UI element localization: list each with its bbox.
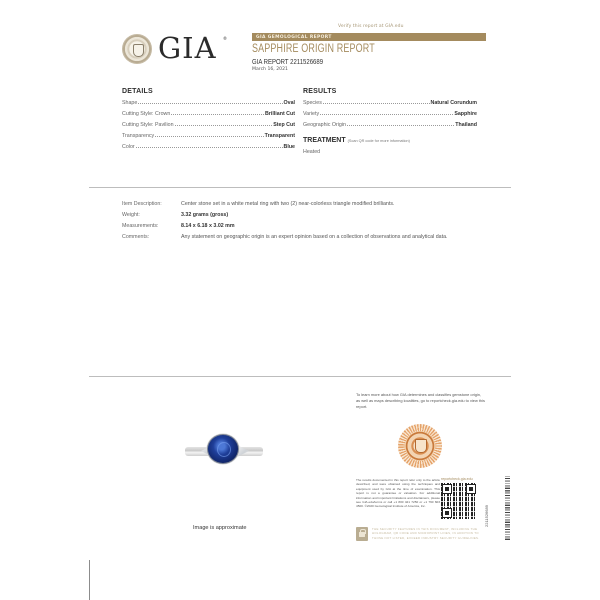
band-label: GIA GEMOLOGICAL REPORT <box>256 34 332 40</box>
row-value: Oval <box>283 100 295 106</box>
details-heading: DETAILS <box>122 88 153 95</box>
gia-logo: GIA <box>158 31 217 65</box>
security-text: THE SECURITY FEATURES IN THIS DOCUMENT, INCLUDING THE HOLOGRAM, QR CODE AND MICROPRINT LINES, IN ADDITION TO THOSE NOT LISTED, EXCEED INDUSTRY SECURITY GUIDELINES. <box>372 527 480 540</box>
item-description-value: Center stone set in a white metal ring with two (2) near-colorless triangle modified brilliants. <box>181 201 395 207</box>
leader-dots <box>347 125 454 126</box>
treatment-title: TREATMENT <box>303 137 346 144</box>
details-row-crown <box>122 108 295 117</box>
comments-value: Any statement on geographic origin is an expert opinion based on a collection of observations and analytical data. <box>181 234 448 240</box>
barcode-number: 2211526689 <box>484 505 489 527</box>
row-value: Natural Corundum <box>430 100 477 106</box>
image-caption: Image is approximate <box>193 525 247 531</box>
details-row-transparency <box>122 130 295 139</box>
row-value: Thailand <box>455 122 477 128</box>
barcode <box>505 476 510 540</box>
row-value: Transparent <box>264 133 295 139</box>
row-label: Cutting Style: Pavilion <box>122 122 174 128</box>
learn-more-text: To learn more about how GIA determines and classifies gemstone origin, as well as maps describing localities, go to reportcheck.gia.edu to view this report. <box>356 392 485 409</box>
gia-seal-icon <box>122 34 152 64</box>
row-label: Species <box>303 100 322 106</box>
treatment-heading <box>303 137 410 144</box>
row-value: Brilliant Cut <box>264 111 295 117</box>
leader-dots <box>155 136 263 137</box>
margin-rule <box>89 560 90 600</box>
weight-value: 3.32 grams (gross) <box>181 212 229 218</box>
report-date: March 16, 2021 <box>252 67 288 72</box>
sapphire-image <box>207 434 239 464</box>
qr-finder-icon <box>466 484 476 494</box>
results-row-species <box>303 97 477 106</box>
row-label: Shape <box>122 100 138 106</box>
row-value: Blue <box>283 144 295 150</box>
qr-code[interactable] <box>441 483 477 519</box>
leader-dots <box>171 114 264 115</box>
treatment-value: Heated <box>303 149 321 155</box>
results-heading: RESULTS <box>303 88 337 95</box>
details-row-pavilion <box>122 119 295 128</box>
report-number: GIA REPORT 2211526689 <box>252 57 324 66</box>
comments-label: Comments: <box>122 234 150 240</box>
measurements-label: Measurements: <box>122 223 159 229</box>
qr-finder-icon <box>442 484 452 494</box>
row-label: Color <box>122 144 135 150</box>
row-label: Variety <box>303 111 320 117</box>
row-label: Geographic Origin <box>303 122 346 128</box>
item-description-label: Item Description: <box>122 201 162 207</box>
report-title: SAPPHIRE ORIGIN REPORT <box>252 43 375 55</box>
leader-dots <box>323 103 430 104</box>
leader-dots <box>175 125 273 126</box>
leader-dots <box>138 103 282 104</box>
row-value: Step Cut <box>273 122 295 128</box>
hologram-emblem-icon <box>398 424 442 468</box>
reportcheck-link[interactable]: reportcheck.gia.edu <box>441 477 473 481</box>
results-row-variety <box>303 108 477 117</box>
treatment-note: (Scan QR code for more information) <box>347 139 410 143</box>
disclaimer-text: The results documented in this report refer only to the article described, and were obtained using the techniques and equipment used by GIA at the time of examination. This report is not a guarantee or valuation. For additional information and important limitations and disclaimers, please see GIA.edu/terms or call +1 800 421 7250 or +1 760 603 4500. ©2020 Gemological Institute of America, Inc. <box>356 478 440 509</box>
results-row-origin <box>303 119 477 128</box>
row-label: Transparency <box>122 133 155 139</box>
section-divider <box>89 376 511 377</box>
qr-finder-icon <box>442 508 452 518</box>
verify-link[interactable]: Verify this report at GIA.edu <box>338 24 404 29</box>
row-value: Sapphire <box>454 111 477 117</box>
measurements-value: 8.14 x 6.18 x 3.02 mm <box>181 223 235 229</box>
section-divider <box>89 187 511 188</box>
weight-label: Weight: <box>122 212 140 218</box>
registered-mark: ® <box>223 36 227 41</box>
details-row-color <box>122 141 295 150</box>
leader-dots <box>136 147 283 148</box>
row-label: Cutting Style: Crown <box>122 111 171 117</box>
details-row-shape <box>122 97 295 106</box>
leader-dots <box>320 114 453 115</box>
lock-icon <box>356 527 368 541</box>
